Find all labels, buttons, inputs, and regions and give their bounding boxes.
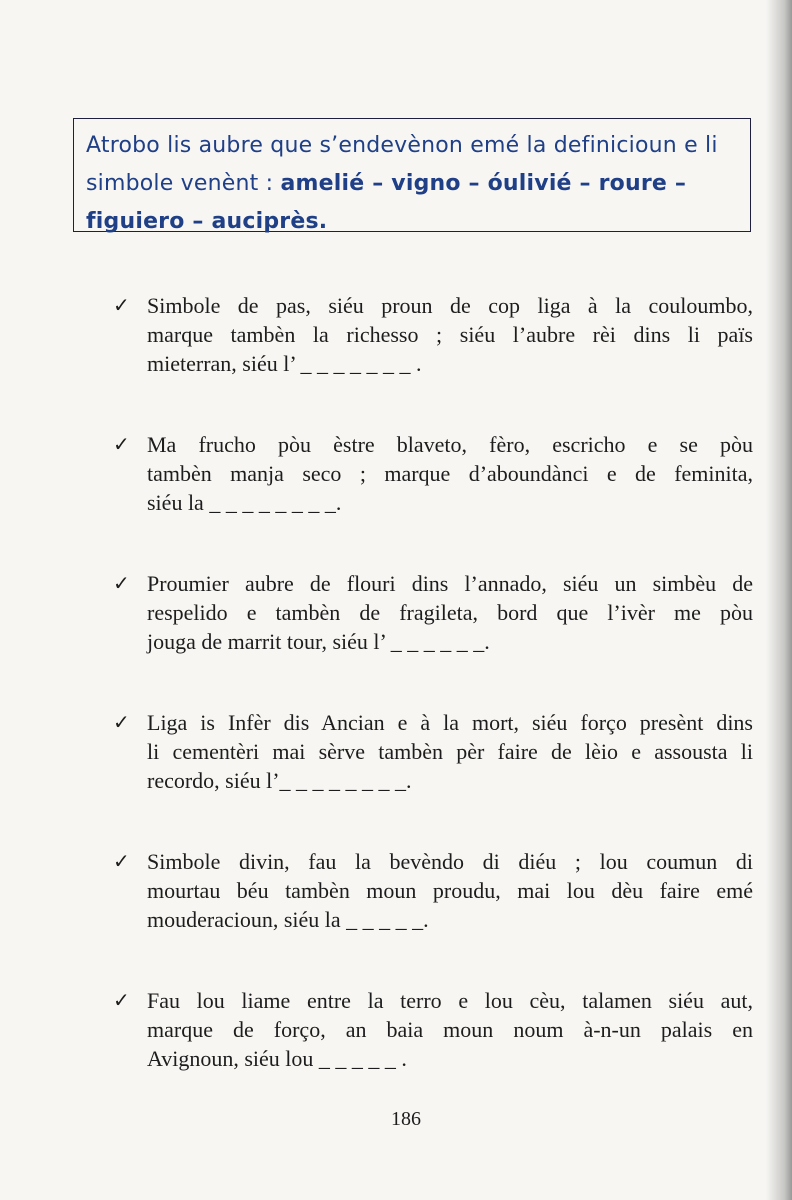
instruction-word-list: amelié – vigno – óulivié – roure – <box>280 171 687 196</box>
item-line: siéu la _ _ _ _ _ _ _ _. <box>147 490 342 515</box>
page-number: 186 <box>391 1108 421 1130</box>
instruction-box <box>73 118 751 232</box>
exercise-item-5 <box>113 847 753 934</box>
exercise-list <box>113 291 753 1125</box>
item-line: Liga is Infèr dis Ancian e à la mort, siéu forço presènt dins <box>147 710 753 735</box>
item-line: mieterran, siéu l’ _ _ _ _ _ _ _ . <box>147 351 422 376</box>
item-line: Simbole de pas, siéu proun de cop liga à la couloumbo, <box>147 293 753 318</box>
item-line: Proumier aubre de flouri dins l’annado, siéu un simbèu de <box>147 571 753 596</box>
item-line: li cementèri mai sèrve tambèn pèr faire de lèio e assousta li <box>147 739 753 764</box>
instruction-word-list-end: figuiero – auciprès. <box>86 209 328 234</box>
checkmark-icon: ✓ <box>113 571 130 595</box>
checkmark-icon: ✓ <box>113 849 130 873</box>
item-line: recordo, siéu l’_ _ _ _ _ _ _ _. <box>147 768 412 793</box>
checkmark-icon: ✓ <box>113 710 130 734</box>
item-line: jouga de marrit tour, siéu l’ _ _ _ _ _ _. <box>147 629 490 654</box>
instruction-line-3 <box>86 203 740 241</box>
instruction-line-2 <box>86 165 740 203</box>
exercise-item-4 <box>113 708 753 795</box>
instruction-line-2-text: simbole venènt : <box>86 171 274 196</box>
item-line: marque tambèn la richesso ; siéu l’aubre rèi dins li païs <box>147 322 753 347</box>
exercise-item-6 <box>113 986 753 1073</box>
item-line: mourtau béu tambèn moun proudu, mai lou dèu faire emé <box>147 878 753 903</box>
item-line: Fau lou liame entre la terro e lou cèu, talamen siéu aut, <box>147 988 753 1013</box>
item-line: Avignoun, siéu lou _ _ _ _ _ . <box>147 1046 407 1071</box>
item-line: tambèn manja seco ; marque d’aboundànci e de feminita, <box>147 461 753 486</box>
item-line: respelido e tambèn de fragileta, bord que l’ivèr me pòu <box>147 600 753 625</box>
page-edge-shadow <box>766 0 792 1200</box>
exercise-item-3 <box>113 569 753 656</box>
checkmark-icon: ✓ <box>113 432 130 456</box>
item-line: Ma frucho pòu èstre blaveto, fèro, escricho e se pòu <box>147 432 753 457</box>
checkmark-icon: ✓ <box>113 988 130 1012</box>
checkmark-icon: ✓ <box>113 293 130 317</box>
item-line: Simbole divin, fau la bevèndo di diéu ; lou coumun di <box>147 849 753 874</box>
exercise-item-2 <box>113 430 753 517</box>
instruction-line-1: Atrobo lis aubre que s’endevènon emé la definicioun e li <box>86 133 718 158</box>
item-line: marque de forço, an baia moun noum à-n-un palais en <box>147 1017 753 1042</box>
item-line: mouderacioun, siéu la _ _ _ _ _. <box>147 907 429 932</box>
exercise-item-1 <box>113 291 753 378</box>
